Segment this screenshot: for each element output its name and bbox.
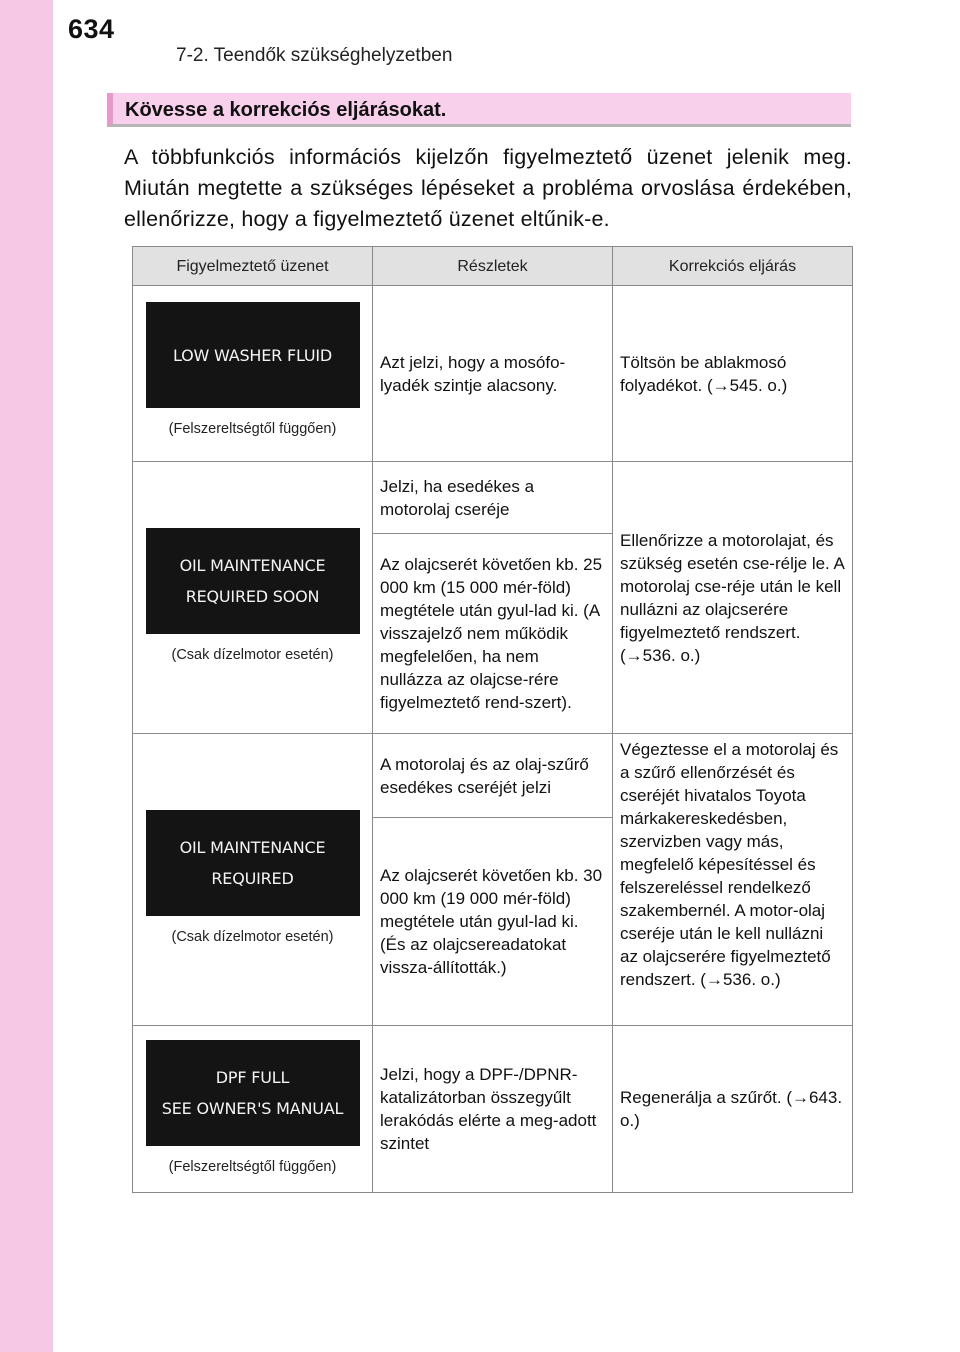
page-number: 634 — [68, 14, 115, 44]
section-heading: Kövesse a korrekciós eljárásokat. — [107, 93, 851, 127]
table-row — [133, 1026, 853, 1193]
table-row — [133, 734, 853, 818]
details-cell: Az olajcserét követően kb. 25 000 km (15 000 mér-föld) megtétele után gyul-lad ki. (A visszajelző nem működik megfelelően, ha nem nullázza az olajcse-rére figyelmeztető rend-szert). — [373, 534, 613, 734]
action-cell: Regenerálja a szűrőt. (→643. o.) — [613, 1026, 853, 1193]
message-cell — [133, 462, 373, 734]
diesel-only-caption: (Csak dízelmotor esetén) — [171, 929, 334, 945]
table-row — [133, 462, 853, 534]
message-cell — [133, 286, 373, 462]
header-corrective-action: Korrekciós eljárás — [613, 247, 853, 286]
message-cell — [133, 734, 373, 1026]
message-cell — [133, 1026, 373, 1193]
action-cell: Ellenőrizze a motorolajat, és szükség esetén cse-rélje le. A motorolaj cse-réje után le kell nullázni az olajcserére figyelmeztető rendszert. (→536. o.) — [613, 462, 853, 734]
action-cell: Végeztesse el a motorolaj és a szűrő ellenőrzését és cseréjét hivatalos Toyota márkakereskedésben, szervizben vagy más, megfelelő képesítéssel és felszereléssel rendelkező szakembernél. A motor-olaj cseréje után le kell nullázni az olajcserére figyelmeztető rendszert. (→536. o.) — [613, 734, 853, 1026]
diesel-only-caption: (Csak dízelmotor esetén) — [171, 647, 334, 663]
side-color-strip — [0, 0, 53, 1352]
equipment-caption: (Felszereltségtől függően) — [168, 421, 337, 437]
display-screen-image: DPF FULL SEE OWNER'S MANUAL — [146, 1040, 360, 1146]
display-screen-image: OIL MAINTENANCE REQUIRED SOON — [146, 528, 360, 634]
details-cell: Jelzi, hogy a DPF-/DPNR-katalizátorban összegyűlt lerakódás elérte a meg-adott szintet — [373, 1026, 613, 1193]
details-cell: Azt jelzi, hogy a mosófo-lyadék szintje alacsony. — [373, 286, 613, 462]
chapter-title: 7-2. Teendők szükséghelyzetben — [176, 45, 453, 66]
details-cell: A motorolaj és az olaj-szűrő esedékes cseréjét jelzi — [373, 734, 613, 818]
intro-paragraph: A többfunkciós információs kijelzőn figyelmeztető üzenet jelenik meg. Miután megtette a szükséges lépéseket a probléma orvoslása érdekében, ellenőrizze, hogy a figyelmeztető üzenet eltűnik-e. — [124, 145, 852, 231]
table-row — [133, 286, 853, 462]
details-cell: Jelzi, ha esedékes a motorolaj cseréje — [373, 462, 613, 534]
display-screen-image: LOW WASHER FLUID — [146, 302, 360, 408]
table-header-row — [133, 247, 853, 286]
header-details: Részletek — [373, 247, 613, 286]
display-screen-image: OIL MAINTENANCE REQUIRED — [146, 810, 360, 916]
details-cell: Az olajcserét követően kb. 30 000 km (19 000 mér-föld) megtétele után gyul-lad ki. (És az olajcsereadatokat vissza-állították.) — [373, 818, 613, 1026]
warning-table — [132, 246, 853, 1193]
action-cell: Töltsön be ablakmosó folyadékot. (→545. o.) — [613, 286, 853, 462]
header-warning-message: Figyelmeztető üzenet — [133, 247, 373, 286]
equipment-caption: (Felszereltségtől függően) — [168, 1158, 337, 1175]
